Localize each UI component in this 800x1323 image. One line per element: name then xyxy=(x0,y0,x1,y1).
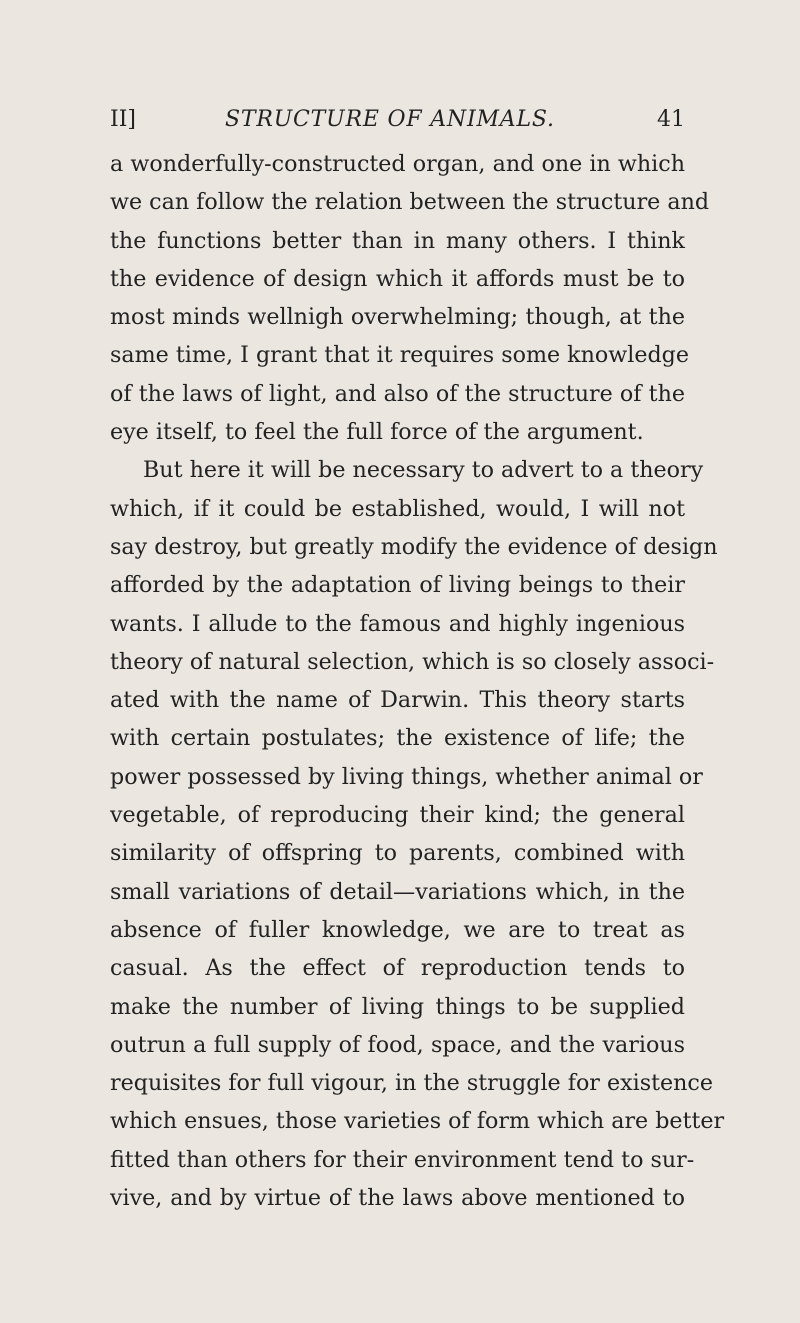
text-line: most minds wellnigh overwhelming; though, at the xyxy=(110,304,685,331)
text-line: vive, and by virtue of the laws above mentioned to xyxy=(110,1185,685,1212)
text-line: same time, I grant that it requires some knowledge xyxy=(110,342,690,369)
chapter-number: II] xyxy=(110,107,136,132)
text-line: fitted than others for their environment tend to sur- xyxy=(110,1146,695,1173)
running-header xyxy=(110,103,685,137)
text-line: outrun a full supply of food, space, and the various xyxy=(110,1031,685,1058)
text-line: which, if it could be established, would, I will not xyxy=(110,495,685,522)
text-line: we can follow the relation between the structure and xyxy=(110,189,710,216)
text-line: wants. I allude to the famous and highly ingenious xyxy=(110,610,685,637)
text-line: of the laws of light, and also of the structure of the xyxy=(110,380,685,407)
text-line: the functions better than in many others. I think xyxy=(110,227,685,254)
text-line: power possessed by living things, whether animal or xyxy=(110,763,703,790)
text-line: similarity of offspring to parents, combined with xyxy=(110,840,685,867)
page-number: 41 xyxy=(657,107,685,132)
text-line: requisites for full vigour, in the struggle for existence xyxy=(110,1070,713,1097)
text-line: say destroy, but greatly modify the evidence of design xyxy=(110,533,718,560)
text-line: with certain postulates; the existence of life; the xyxy=(110,725,685,752)
text-line: vegetable, of reproducing their kind; the general xyxy=(110,802,685,829)
text-line: eye itself, to feel the full force of the argument. xyxy=(110,419,644,446)
body-text xyxy=(110,145,725,1217)
text-line: absence of fuller knowledge, we are to treat as xyxy=(110,916,685,943)
text-line: ated with the name of Darwin. This theory starts xyxy=(110,687,685,714)
text-line: theory of natural selection, which is so closely associ- xyxy=(110,648,715,675)
text-line: But here it will be necessary to advert to a theory xyxy=(143,457,704,484)
text-line: a wonderfully-constructed organ, and one in which xyxy=(110,151,685,177)
running-title: STRUCTURE OF ANIMALS. xyxy=(225,107,555,132)
text-line: casual. As the effect of reproduction tends to xyxy=(110,955,685,982)
text-line: afforded by the adaptation of living beings to their xyxy=(110,572,685,599)
text-line: small variations of detail—variations which, in the xyxy=(110,878,685,905)
text-line: make the number of living things to be supplied xyxy=(110,993,685,1020)
text-line: which ensues, those varieties of form which are better xyxy=(110,1108,725,1135)
text-line: the evidence of design which it affords must be to xyxy=(110,265,685,292)
